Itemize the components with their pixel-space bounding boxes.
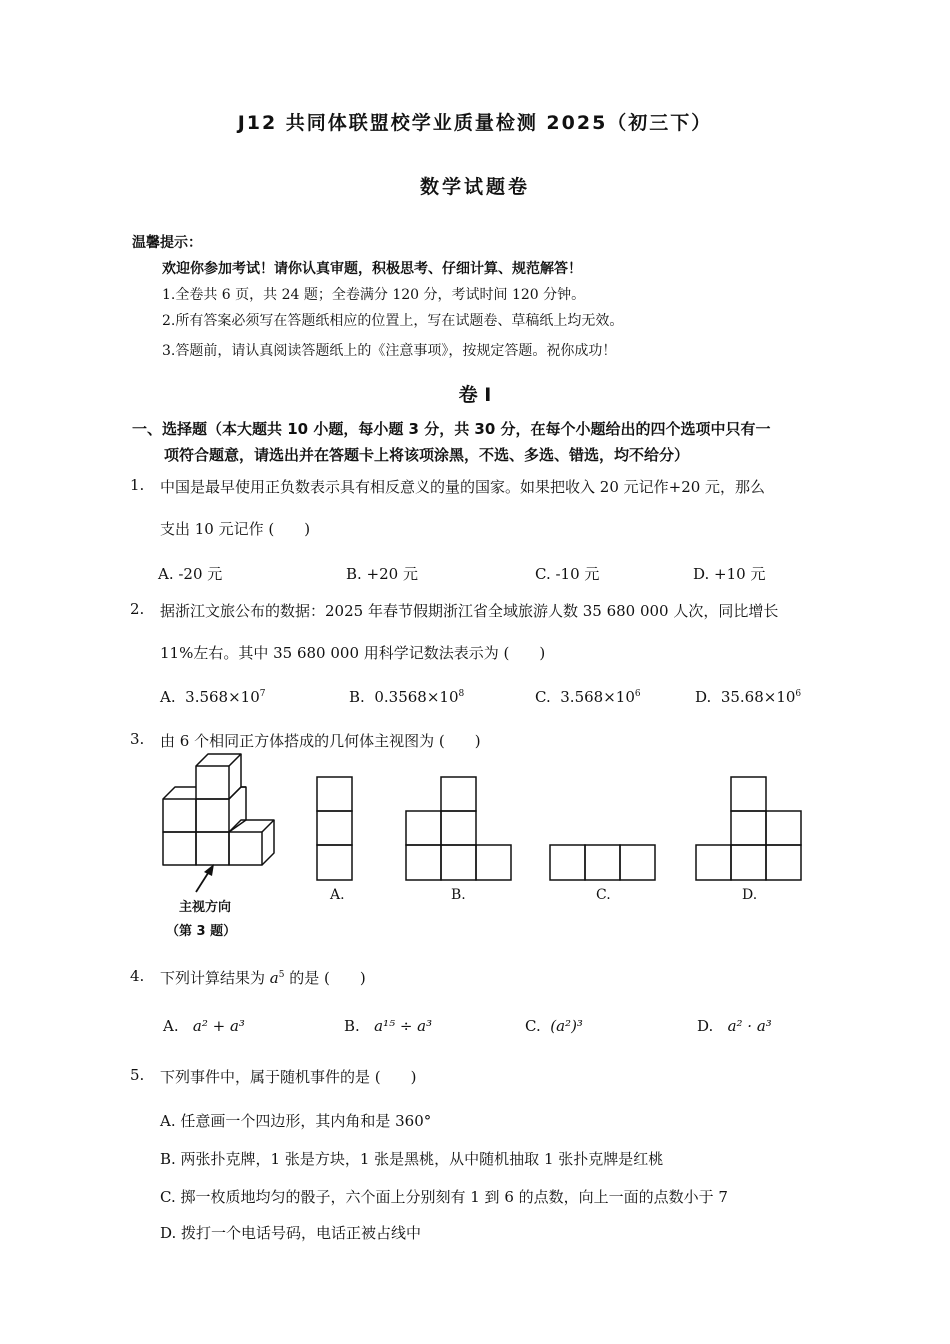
option-c: C. (a²)³ [525,1017,583,1035]
option-d: D. a² · a³ [697,1017,772,1035]
question-text: 下列计算结果为 $a^5$ 的是 ( ) [160,969,366,987]
direction-label: 主视方向 [179,900,232,915]
tips-item: 2.所有答案必须写在答题纸相应的位置上，写在试题卷、草稿纸上均无效。 [162,313,624,329]
question-text: 中国是最早使用正负数表示具有相反意义的量的国家。如果把收入 20 元记作+20 元，那么 [160,478,766,496]
question-text: 据浙江文旅公布的数据：2025 年春节假期浙江省全域旅游人数 35 680 000 人次，同比增长 [160,602,779,620]
option-b-view [405,776,513,882]
tips-item: 1.全卷共 6 页，共 24 题；全卷满分 120 分，考试时间 120 分钟。 [162,287,586,303]
option-d: D. 拨打一个电话号码，电话正被占线中 [160,1224,422,1242]
option-a: A. -20 元 [158,565,223,583]
question-number: 3. [130,730,145,748]
option-c: C. -10 元 [535,565,600,583]
question-number: 1. [130,476,145,494]
direction-arrow-icon [190,860,220,896]
exam-title: J12 共同体联盟校学业质量检测 2025（初三下） [237,112,713,134]
option-a: A. 任意画一个四边形，其内角和是 360° [160,1112,432,1130]
option-b: B. $0.3568\times 10^8$ [349,688,465,706]
option-d-label: D. [742,887,758,903]
option-a: A. $3.568\times 10^7$ [160,688,266,706]
option-a-label: A. [330,887,345,903]
section-instruction-line1: 一、选择题（本大题共 10 小题，每小题 3 分，共 30 分，在每个小题给出的四个选项中只有一 [132,420,771,438]
question-number: 5. [130,1066,145,1084]
option-b: B. a¹⁵ ÷ a³ [344,1017,433,1035]
option-c-label: C. [596,887,611,903]
option-c: C. 掷一枚质地均匀的骰子，六个面上分别刻有 1 到 6 的点数，向上一面的点数小于 7 [160,1188,728,1206]
option-b: B. 两张扑克牌，1 张是方块，1 张是黑桃，从中随机抽取 1 张扑克牌是红桃 [160,1150,664,1168]
question-number: 2. [130,600,145,618]
option-a: A. a² + a³ [163,1017,245,1035]
question-text: 下列事件中，属于随机事件的是 ( ) [160,1068,417,1086]
option-d-view [695,776,803,882]
option-b: B. +20 元 [346,565,418,583]
exam-subtitle: 数学试题卷 [419,176,530,198]
question-number: 4. [130,967,145,985]
question-text: 由 6 个相同正方体搭成的几何体主视图为 ( ) [160,732,481,750]
section-instruction-line2: 项符合题意，请选出并在答题卡上将该项涂黑，不选、多选、错选，均不给分） [164,446,690,464]
tips-welcome: 欢迎你参加考试！请你认真审题，积极思考、仔细计算、规范解答！ [162,261,582,277]
question-text: 11%左右。其中 35 680 000 用科学记数法表示为 ( ) [160,644,546,662]
tips-heading: 温馨提示： [132,235,202,251]
volume-heading: 卷 I [458,384,492,406]
option-a-view [316,776,354,882]
option-d: D. +10 元 [693,565,766,583]
figure-caption: （第 3 题） [166,924,237,939]
option-c-view [549,844,657,882]
option-d: D. $35.68\times 10^6$ [695,688,802,706]
option-b-label: B. [451,887,466,903]
question-text: 支出 10 元记作 ( ) [160,520,311,538]
tips-item: 3.答题前，请认真阅读答题纸上的《注意事项》，按规定答题。祝你成功！ [162,343,617,359]
cube-stack-figure [150,752,290,877]
option-c: C. $3.568\times 10^6$ [535,688,641,706]
